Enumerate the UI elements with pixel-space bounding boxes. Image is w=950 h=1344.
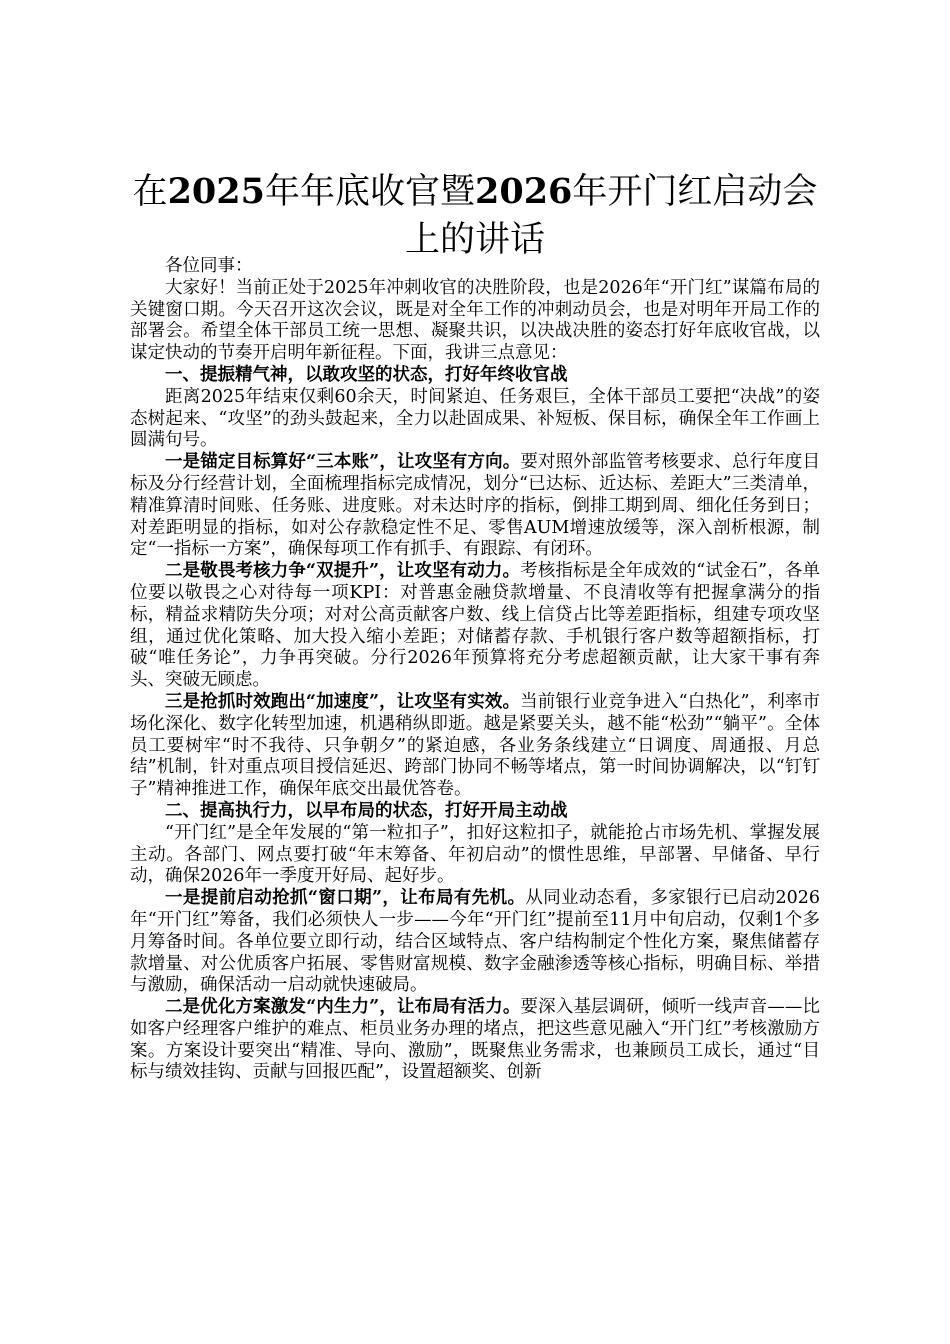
section-2-point-1 [130,888,820,997]
intro-paragraph: 大家好！当前正处于2025年冲刺收官的决胜阶段，也是2026年“开门红”谋篇布局的关键窗口期。今天召开这次会议，既是对全年工作的冲刺动员会，也是对明年开局工作的部署会。希望全体干部员工统一思想、凝聚共识，以决战决胜的姿态打好年底收官战，以谋定快动的节奏开启明年新征程。下面，我讲三点意见： [130,277,820,364]
point-lead: 一是提前启动抢抓“窗口期”，让布局有先机。 [165,888,526,909]
document-title [120,168,830,264]
section-1-heading: 一、提振精气神，以敢攻坚的状态，打好年终收官战 [165,364,568,385]
title-part-2: 年年底收官暨 [264,172,475,212]
point-text: 当前银行业竞争进入“白热化”，利率市场化深化、数字化转型加速，机遇稍纵即逝。越是紧要关头，越不能“松劲”“躺平”。全体员工要树牢“时不我待、只争朝夕”的紧迫感，各业务条线建立“日调度、周通报、月总结”机制，针对重点项目授信延迟、跨部门协同不畅等堵点，第一时间协调解决，以“钉钉子”精神推进工作，确保年底交出最优答卷。 [130,691,820,800]
title-part-3: 年开门红启动会上的讲话 [404,172,818,260]
section-2-intro: “开门红”是全年发展的“第一粒扣子”，扣好这粒扣子，就能抢占市场先机、掌握发展主动。各部门、网点要打破“年末筹备、年初启动”的惯性思维，早部署、早储备、早行动，确保2026年一季度开好局、起好步。 [130,822,820,887]
point-lead: 二是优化方案激发“内生力”，让布局有活力。 [165,997,521,1018]
section-2-heading: 二、提高执行力，以早布局的状态，打好开局主动战 [165,800,568,821]
point-text: 从同业动态看，多家银行已启动2026年“开门红”筹备，我们必须快人一步——今年“开门红”提前至11月中旬启动，仅剩1个多月筹备时间。各单位要立即行动，结合区域特点、客户结构制定个性化方案，聚焦储蓄存款增量、对公优质客户拓展、零售财富规模、数字金融渗透等核心指标，明确目标、举措与激励，确保活动一启动就快速破局。 [130,888,820,996]
title-part-1: 在 [132,172,168,212]
section-2-point-2 [130,997,820,1084]
point-lead: 一是锚定目标算好“三本账”，让攻坚有方向。 [165,452,521,473]
point-text: 要深入基层调研，倾听一线声音——比如客户经理客户维护的难点、柜员业务办理的堵点，把这些意见融入“开门红”考核激励方案。方案设计要突出“精准、导向、激励”，既聚焦业务需求，也兼顾员工成长，通过“目标与绩效挂钩、贡献与回报匹配”，设置超额奖、创新 [130,997,820,1083]
point-text: 考核指标是全年成效的“试金石”，各单位要以敬畏之心对待每一项KPI：对普惠金融贷款增量、不良清收等有把握拿满分的指标，精益求精防失分项；对对公高贡献客户数、线上信贷占比等差距指标，组建专项攻坚组，通过优化策略、加大投入缩小差距；对储蓄存款、手机银行客户数等超额指标，打破“唯任务论”，力争再突破。分行2026年预算将充分考虑超额贡献，让大家干事有奔头、突破无顾虑。 [130,561,820,691]
title-year-2025: 2025 [167,171,265,212]
document-body [130,256,820,1084]
point-lead: 三是抢抓时效跑出“加速度”，让攻坚有实效。 [165,691,521,712]
greeting: 各位同事： [165,256,253,276]
point-lead: 二是敬畏考核力争“双提升”，让攻坚有动力。 [165,561,521,582]
section-1-intro: 距离2025年结束仅剩60余天，时间紧迫、任务艰巨，全体干部员工要把“决战”的姿态树起来、“攻坚”的劲头鼓起来，全力以赴固成果、补短板、保目标，确保全年工作画上圆满句号。 [130,386,820,451]
section-1-point-1 [130,452,820,561]
section-1-point-2 [130,561,820,692]
point-text: 要对照外部监管考核要求、总行年度目标及分行经营计划，全面梳理指标完成情况，划分“已达标、近达标、差距大”三类清单，精准算清时间账、任务账、进度账。对未达时序的指标，倒排工期到周、细化任务到日；对差距明显的指标，如对公存款稳定性不足、零售AUM增速放缓等，深入剖析根源，制定“一指标一方案”，确保每项工作有抓手、有跟踪、有闭环。 [130,452,820,560]
title-year-2026: 2026 [475,171,573,212]
section-1-point-3 [130,692,820,801]
